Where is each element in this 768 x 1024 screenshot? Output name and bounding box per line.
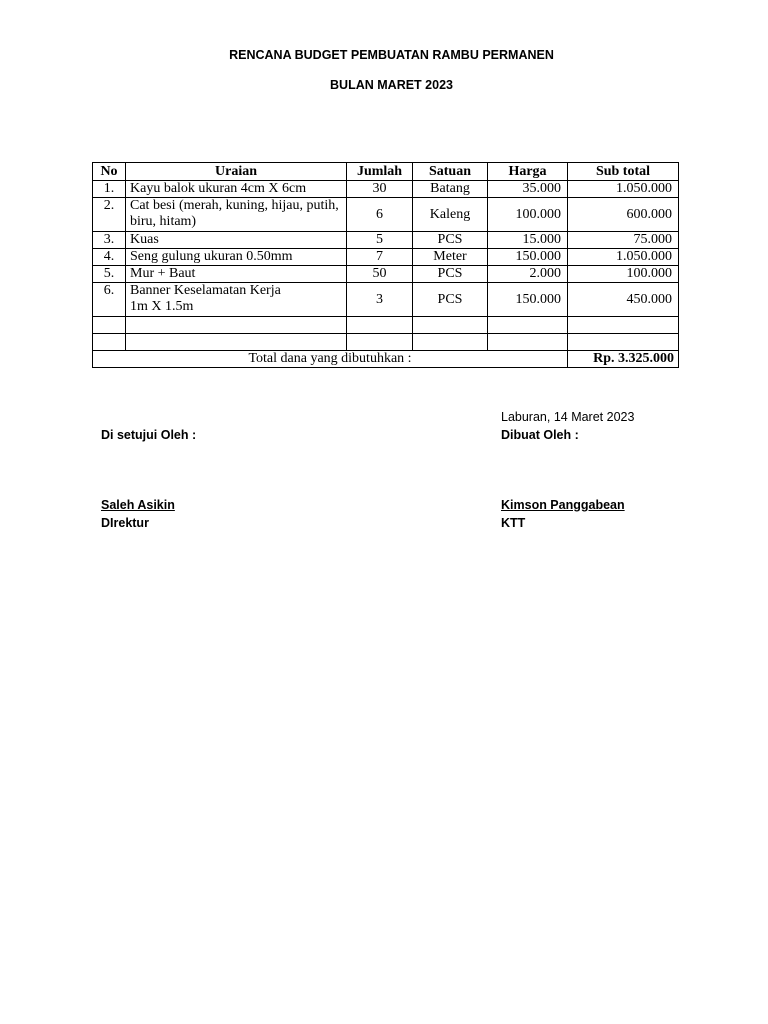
cell-jumlah: 6 bbox=[347, 198, 413, 232]
cell-uraian-line2: 1m X 1.5m bbox=[130, 299, 194, 314]
maker-name: Kimson Panggabean bbox=[501, 498, 625, 512]
cell-harga: 15.000 bbox=[488, 232, 568, 249]
cell-subtotal: 75.000 bbox=[568, 232, 679, 249]
cell-uraian-line1: Banner Keselamatan Kerja bbox=[130, 283, 281, 298]
empty-cell bbox=[126, 334, 347, 351]
cell-subtotal: 1.050.000 bbox=[568, 181, 679, 198]
approver-name: Saleh Asikin bbox=[101, 498, 175, 512]
table-row bbox=[93, 249, 679, 266]
made-by-label: Dibuat Oleh : bbox=[501, 428, 579, 442]
empty-cell bbox=[347, 317, 413, 334]
empty-cell bbox=[347, 334, 413, 351]
cell-harga: 100.000 bbox=[488, 198, 568, 232]
table-row bbox=[93, 198, 679, 232]
document-subtitle: BULAN MARET 2023 bbox=[330, 78, 453, 92]
empty-cell bbox=[93, 317, 126, 334]
cell-uraian: Kayu balok ukuran 4cm X 6cm bbox=[126, 181, 347, 198]
cell-uraian: Cat besi (merah, kuning, hijau, putih, biru, hitam) bbox=[126, 198, 347, 232]
table-header-row bbox=[93, 163, 679, 181]
cell-satuan: Meter bbox=[413, 249, 488, 266]
empty-row bbox=[93, 317, 679, 334]
cell-no: 2. bbox=[93, 198, 126, 232]
cell-satuan: PCS bbox=[413, 266, 488, 283]
table-row bbox=[93, 232, 679, 249]
table-row bbox=[93, 283, 679, 317]
column-header-harga: Harga bbox=[488, 163, 568, 181]
cell-uraian: Kuas bbox=[126, 232, 347, 249]
cell-no: 1. bbox=[93, 181, 126, 198]
total-label: Total dana yang dibutuhkan : bbox=[93, 351, 568, 368]
empty-row bbox=[93, 334, 679, 351]
budget-table bbox=[92, 162, 679, 368]
cell-jumlah: 50 bbox=[347, 266, 413, 283]
column-header-jumlah: Jumlah bbox=[347, 163, 413, 181]
column-header-subtotal: Sub total bbox=[568, 163, 679, 181]
total-row bbox=[93, 351, 679, 368]
maker-title: KTT bbox=[501, 516, 526, 530]
cell-no: 3. bbox=[93, 232, 126, 249]
column-header-no: No bbox=[93, 163, 126, 181]
cell-harga: 150.000 bbox=[488, 249, 568, 266]
column-header-uraian: Uraian bbox=[126, 163, 347, 181]
total-value: Rp. 3.325.000 bbox=[568, 351, 679, 368]
empty-cell bbox=[126, 317, 347, 334]
cell-uraian bbox=[126, 283, 347, 317]
document-title: RENCANA BUDGET PEMBUATAN RAMBU PERMANEN bbox=[229, 48, 554, 62]
cell-jumlah: 30 bbox=[347, 181, 413, 198]
empty-cell bbox=[488, 334, 568, 351]
empty-cell bbox=[413, 317, 488, 334]
cell-satuan: Batang bbox=[413, 181, 488, 198]
empty-cell bbox=[413, 334, 488, 351]
cell-satuan: PCS bbox=[413, 232, 488, 249]
cell-satuan: PCS bbox=[413, 283, 488, 317]
empty-cell bbox=[568, 334, 679, 351]
column-header-satuan: Satuan bbox=[413, 163, 488, 181]
cell-uraian: Seng gulung ukuran 0.50mm bbox=[126, 249, 347, 266]
cell-subtotal: 100.000 bbox=[568, 266, 679, 283]
cell-jumlah: 5 bbox=[347, 232, 413, 249]
cell-harga: 35.000 bbox=[488, 181, 568, 198]
cell-jumlah: 3 bbox=[347, 283, 413, 317]
cell-harga: 150.000 bbox=[488, 283, 568, 317]
cell-subtotal: 450.000 bbox=[568, 283, 679, 317]
cell-jumlah: 7 bbox=[347, 249, 413, 266]
approver-title: DIrektur bbox=[101, 516, 149, 530]
table-row bbox=[93, 266, 679, 283]
empty-cell bbox=[488, 317, 568, 334]
cell-harga: 2.000 bbox=[488, 266, 568, 283]
place-date: Laburan, 14 Maret 2023 bbox=[501, 410, 635, 424]
table-row bbox=[93, 181, 679, 198]
approved-by-label: Di setujui Oleh : bbox=[101, 428, 197, 442]
cell-subtotal: 1.050.000 bbox=[568, 249, 679, 266]
empty-cell bbox=[93, 334, 126, 351]
cell-no: 5. bbox=[93, 266, 126, 283]
cell-subtotal: 600.000 bbox=[568, 198, 679, 232]
cell-satuan: Kaleng bbox=[413, 198, 488, 232]
cell-no: 6. bbox=[93, 283, 126, 317]
empty-cell bbox=[568, 317, 679, 334]
cell-no: 4. bbox=[93, 249, 126, 266]
cell-uraian: Mur + Baut bbox=[126, 266, 347, 283]
